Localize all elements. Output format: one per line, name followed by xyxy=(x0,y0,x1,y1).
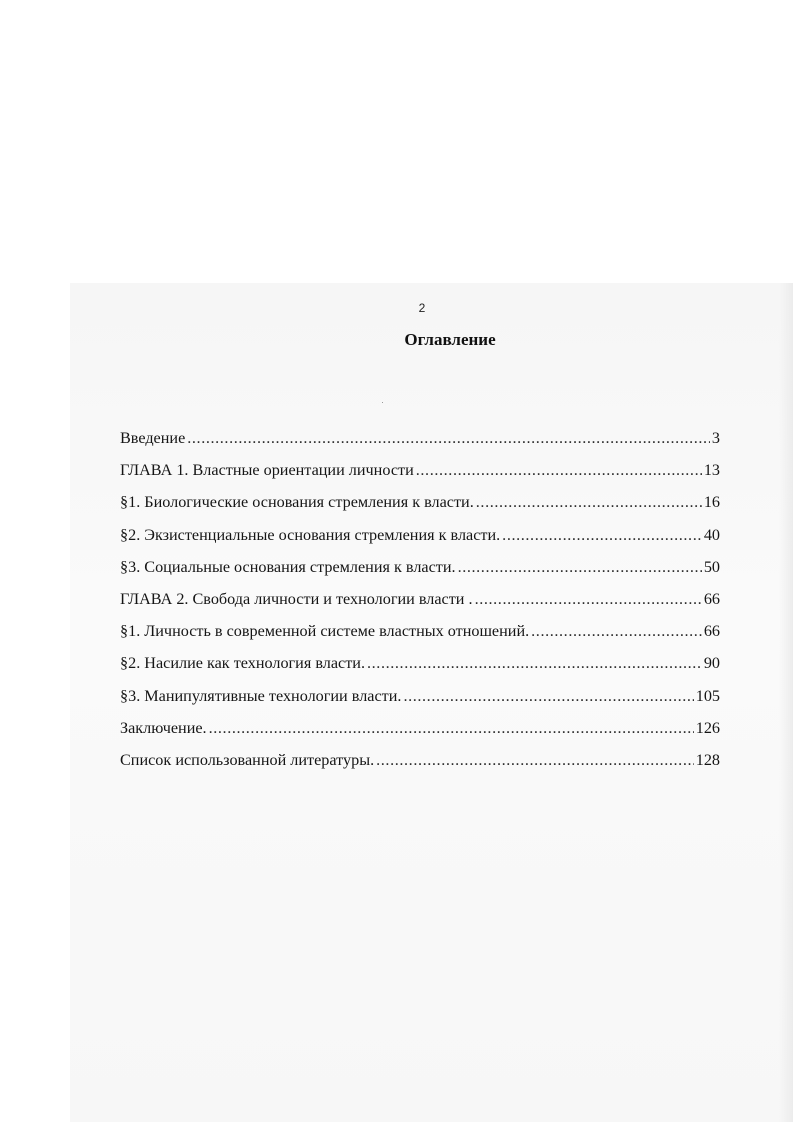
toc-entry-ch1-section-3 xyxy=(120,555,720,587)
toc-dot-leader xyxy=(476,490,702,514)
toc-entry-conclusion xyxy=(120,716,720,748)
toc-entry-label: §1. Биологические основания стремления к власти. xyxy=(120,493,474,512)
toc-entry-ch1-section-1 xyxy=(120,490,720,522)
toc-dot-leader xyxy=(458,555,702,579)
scanned-sheet-edge xyxy=(779,283,793,1122)
toc-entry-page: 128 xyxy=(695,750,720,769)
toc-entry-label: §1. Личность в современной системе властных отношений. xyxy=(120,622,530,641)
toc-entry-page: 66 xyxy=(703,589,720,608)
toc-entry-label: ГЛАВА 2. Свобода личности и технологии власти . xyxy=(120,589,473,608)
toc-entry-page: 126 xyxy=(695,718,720,737)
toc-entry-label: §3. Социальные основания стремления к власти. xyxy=(120,557,456,576)
toc-dot-leader xyxy=(531,619,702,643)
toc-dot-leader xyxy=(376,748,694,772)
toc-entry-label: §2. Экзистенциальные основания стремления к власти. xyxy=(120,525,501,544)
toc-entry-page: 105 xyxy=(695,686,720,705)
toc-dot-leader xyxy=(187,426,710,450)
toc-entry-chapter-1 xyxy=(120,458,720,490)
toc-entry-page: 90 xyxy=(703,654,720,673)
toc-entry-chapter-2 xyxy=(120,587,720,619)
toc-entry-bibliography xyxy=(120,748,720,780)
toc-entry-label: Список использованной литературы. xyxy=(120,750,375,769)
toc-dot-leader xyxy=(475,587,702,611)
toc-entry-label: ГЛАВА 1. Властные ориентации личности xyxy=(120,461,414,480)
toc-entry-ch2-section-2 xyxy=(120,651,720,683)
toc-dot-leader xyxy=(403,684,693,708)
toc-entry-page: 16 xyxy=(703,493,720,512)
toc-entry-page: 50 xyxy=(703,557,720,576)
scan-speck xyxy=(382,402,383,403)
toc-entry-ch2-section-3 xyxy=(120,684,720,716)
toc-entry-label: Введение xyxy=(120,429,186,447)
toc-entry-page: 66 xyxy=(703,622,720,641)
toc-entry-ch1-section-2 xyxy=(120,523,720,555)
toc-entry-label: §2. Насилие как технология власти. xyxy=(120,654,366,673)
toc-entry-page: 40 xyxy=(703,525,720,544)
toc-entry-label: §3. Манипулятивные технологии власти. xyxy=(120,686,402,705)
toc-entry-ch2-section-1 xyxy=(120,619,720,651)
toc-entry-introduction xyxy=(120,426,720,458)
toc-dot-leader xyxy=(416,458,702,482)
table-of-contents xyxy=(120,426,720,780)
toc-dot-leader xyxy=(209,716,694,740)
page-number: 2 xyxy=(418,301,426,315)
toc-dot-leader xyxy=(367,651,702,675)
toc-entry-page: 13 xyxy=(703,461,720,480)
toc-entry-page: 3 xyxy=(711,429,720,447)
toc-title: Оглавление xyxy=(404,330,496,349)
toc-dot-leader xyxy=(502,523,702,547)
toc-entry-label: Заключение. xyxy=(120,718,207,737)
